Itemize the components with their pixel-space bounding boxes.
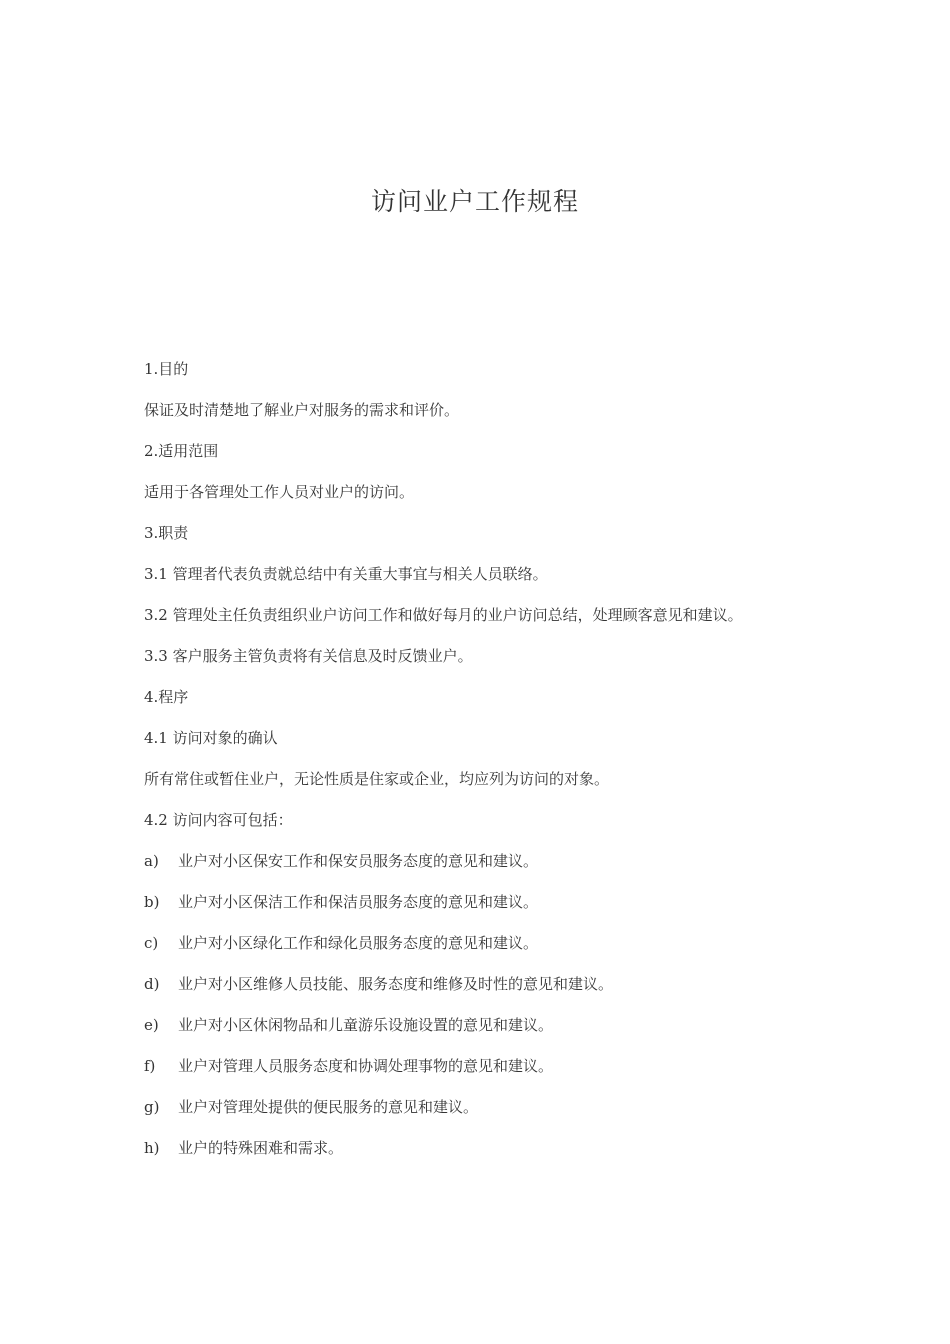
list-text: 业户对小区保安工作和保安员服务态度的意见和建议。 <box>178 852 539 870</box>
subsection-heading: 4.1 访问对象的确认 <box>144 729 278 747</box>
list-text: 业户的特殊困难和需求。 <box>178 1139 344 1157</box>
paragraph: 3.3 客户服务主管负责将有关信息及时反馈业户。 <box>144 647 473 665</box>
paragraph: 3.2 管理处主任负责组织业户访问工作和做好每月的业户访问总结，处理顾客意见和建议。 <box>144 606 743 624</box>
list-item <box>144 1137 824 1178</box>
list-item <box>144 1096 824 1137</box>
list-text: 业户对小区休闲物品和儿童游乐设施设置的意见和建议。 <box>178 1016 554 1034</box>
list-text: 业户对管理处提供的便民服务的意见和建议。 <box>178 1098 479 1116</box>
paragraph: 保证及时清楚地了解业户对服务的需求和评价。 <box>144 401 460 419</box>
list-marker: g) <box>144 1098 160 1116</box>
section-heading-purpose: 1.目的 <box>144 360 189 378</box>
section-heading-duties: 3.职责 <box>144 524 189 542</box>
document-body <box>144 358 824 1178</box>
list-marker: h) <box>144 1139 160 1157</box>
list-marker: c) <box>144 934 159 952</box>
list-item <box>144 1014 824 1055</box>
list-item <box>144 891 824 932</box>
paragraph: 所有常住或暂住业户，无论性质是住家或企业，均应列为访问的对象。 <box>144 770 610 788</box>
list-marker: a) <box>144 852 159 870</box>
list-item <box>144 973 824 1014</box>
list-marker: d) <box>144 975 160 993</box>
list-marker: b) <box>144 893 160 911</box>
paragraph: 适用于各管理处工作人员对业户的访问。 <box>144 483 415 501</box>
list-text: 业户对小区保洁工作和保洁员服务态度的意见和建议。 <box>178 893 539 911</box>
list-item <box>144 932 824 973</box>
list-item <box>144 850 824 891</box>
list-marker: e) <box>144 1016 159 1034</box>
list-text: 业户对小区绿化工作和绿化员服务态度的意见和建议。 <box>178 934 539 952</box>
paragraph: 3.1 管理者代表负责就总结中有关重大事宜与相关人员联络。 <box>144 565 548 583</box>
document-title: 访问业户工作规程 <box>370 187 579 216</box>
list-item <box>144 1055 824 1096</box>
list-marker: f) <box>144 1057 156 1075</box>
subsection-heading: 4.2 访问内容可包括： <box>144 811 293 829</box>
section-heading-scope: 2.适用范围 <box>144 442 219 460</box>
section-heading-procedure: 4.程序 <box>144 688 189 706</box>
list-text: 业户对小区维修人员技能、服务态度和维修及时性的意见和建议。 <box>178 975 614 993</box>
list-text: 业户对管理人员服务态度和协调处理事物的意见和建议。 <box>178 1057 554 1075</box>
